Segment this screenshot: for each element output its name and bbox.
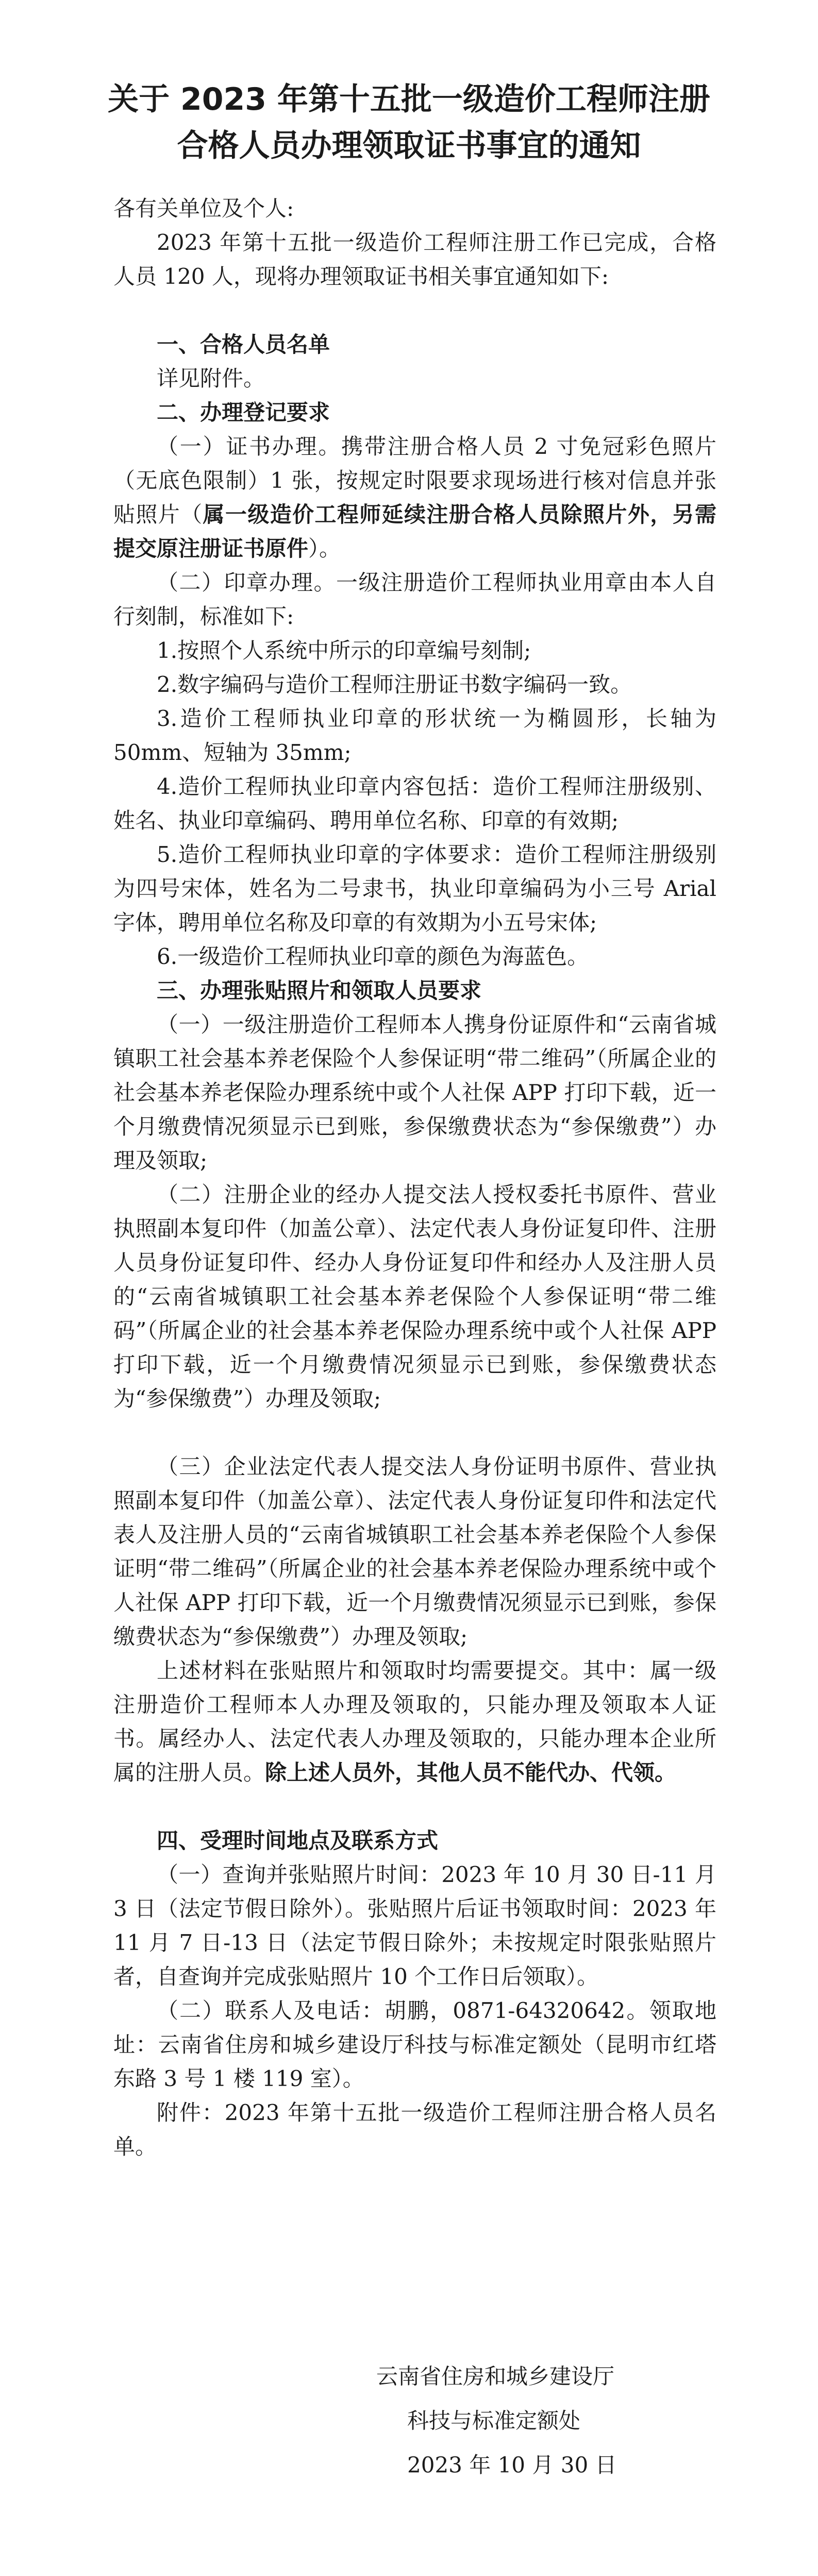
certificate-text: （一）证书办理。携带注册合格人员 2 寸免冠彩色照片（无底色限制）1 张，按规定时限要求现场进行核对信息并张贴照片（ [113, 434, 716, 527]
notice-title-line1: 关于 2023 年第十五批一级造价工程师注册 [108, 81, 710, 117]
pickup-legal-rep-paragraph: （三）企业法定代表人提交法人身份证明书原件、营业执照副本复印件（加盖公章）、法定代表人身份证复印件和法定代表人及注册人员的“云南省城镇职工社会基本养老保险个人参保证明“带二维码”（所属企业的社会基本养老保险办理系统中或个人社保 APP 打印下载，近一个月缴费情况须显示已到账，参保缴费状态为“参保缴费”）办理及领取; [113, 1454, 716, 1649]
signature-dept: 科技与标准定额处 [407, 2408, 581, 2433]
pickup-agent-paragraph: （二）注册企业的经办人提交法人授权委托书原件、营业执照副本复印件（加盖公章）、法定代表人身份证复印件、注册人员身份证复印件、经办人身份证复印件和经办人及注册人员的“云南省城镇职工社会基本养老保险个人参保证明“带二维码”（所属企业的社会基本养老保险办理系统中或个人社保 APP 打印下载，近一个月缴费情况须显示已到账，参保缴费状态为“参保缴费”）办理及领取; [113, 1182, 716, 1411]
certificate-text-end: ）。 [308, 536, 341, 561]
seal-item-2: 2.数字编码与造价工程师注册证书数字编码一致。 [157, 672, 632, 697]
time-paragraph: （一）查询并张贴照片时间：2023 年 10 月 30 日-11 月 3 日（法定节假日除外）。张贴照片后证书领取时间：2023 年 11 月 7 日-13 日（法定节假日除外；未按规定时限张贴照片者，自查询并完成张贴照片 10 个工作日后领取）。 [113, 1862, 716, 1989]
section2-heading: 二、办理登记要求 [157, 400, 330, 425]
seal-item-6: 6.一级造价工程师执业印章的颜色为海蓝色。 [157, 944, 589, 969]
materials-text: 上述材料在张贴照片和领取时均需要提交。其中：属一级注册造价工程师本人办理及领取的，只能办理及领取本人证书。属经办人、法定代表人办理及领取的，只能办理本企业所属的注册人员。 [113, 1658, 716, 1785]
section3-heading: 三、办理张贴照片和领取人员要求 [157, 978, 482, 1003]
signature-org: 云南省住房和城乡建设厅 [376, 2364, 615, 2389]
notice-title-line2: 合格人员办理领取证书事宜的通知 [177, 128, 641, 164]
contact-paragraph: （二）联系人及电话：胡鹏，0871-64320642。领取地址：云南省住房和城乡建设厅科技与标准定额处（昆明市红塔东路 3 号 1 楼 119 室）。 [113, 1998, 716, 2091]
pickup-self-paragraph: （一）一级注册造价工程师本人携身份证原件和“云南省城镇职工社会基本养老保险个人参保证明“带二维码”（所属企业的社会基本养老保险办理系统中或个人社保 APP 打印下载，近一个月缴费情况须显示已到账，参保缴费状态为“参保缴费”）办理及领取; [113, 1012, 716, 1173]
signature-date: 2023 年 10 月 30 日 [407, 2452, 617, 2478]
intro-paragraph: 2023 年第十五批一级造价工程师注册工作已完成，合格人员 120 人，现将办理领取证书相关事宜通知如下: [113, 230, 716, 289]
materials-paragraph [113, 1654, 716, 1790]
seal-item-4: 4.造价工程师执业印章内容包括：造价工程师注册级别、姓名、执业印章编码、聘用单位名称、印章的有效期; [113, 774, 716, 833]
seal-paragraph: （二）印章办理。一级注册造价工程师执业用章由本人自行刻制，标准如下: [113, 570, 716, 629]
attachment-line: 附件：2023 年第十五批一级造价工程师注册合格人员名单。 [113, 2100, 716, 2159]
seal-item-3: 3.造价工程师执业印章的形状统一为椭圆形，长轴为 50mm、短轴为 35mm; [113, 706, 716, 765]
section1-text: 详见附件。 [157, 366, 265, 391]
section1-heading: 一、合格人员名单 [157, 332, 330, 357]
seal-item-5: 5.造价工程师执业印章的字体要求：造价工程师注册级别为四号宋体，姓名为二号隶书，执业印章编码为小三号 Arial 字体，聘用单位名称及印章的有效期为小五号宋体; [113, 842, 716, 935]
certificate-paragraph [113, 430, 716, 566]
salutation: 各有关单位及个人: [113, 196, 294, 221]
no-proxy-bold-note: 除上述人员外，其他人员不能代办、代领。 [265, 1760, 677, 1785]
section4-heading: 四、受理时间地点及联系方式 [157, 1828, 439, 1853]
renewal-bold-note: 属一级造价工程师延续注册合格人员除照片外，另需提交原注册证书原件 [113, 502, 716, 561]
seal-item-1: 1.按照个人系统中所示的印章编号刻制; [157, 638, 531, 663]
